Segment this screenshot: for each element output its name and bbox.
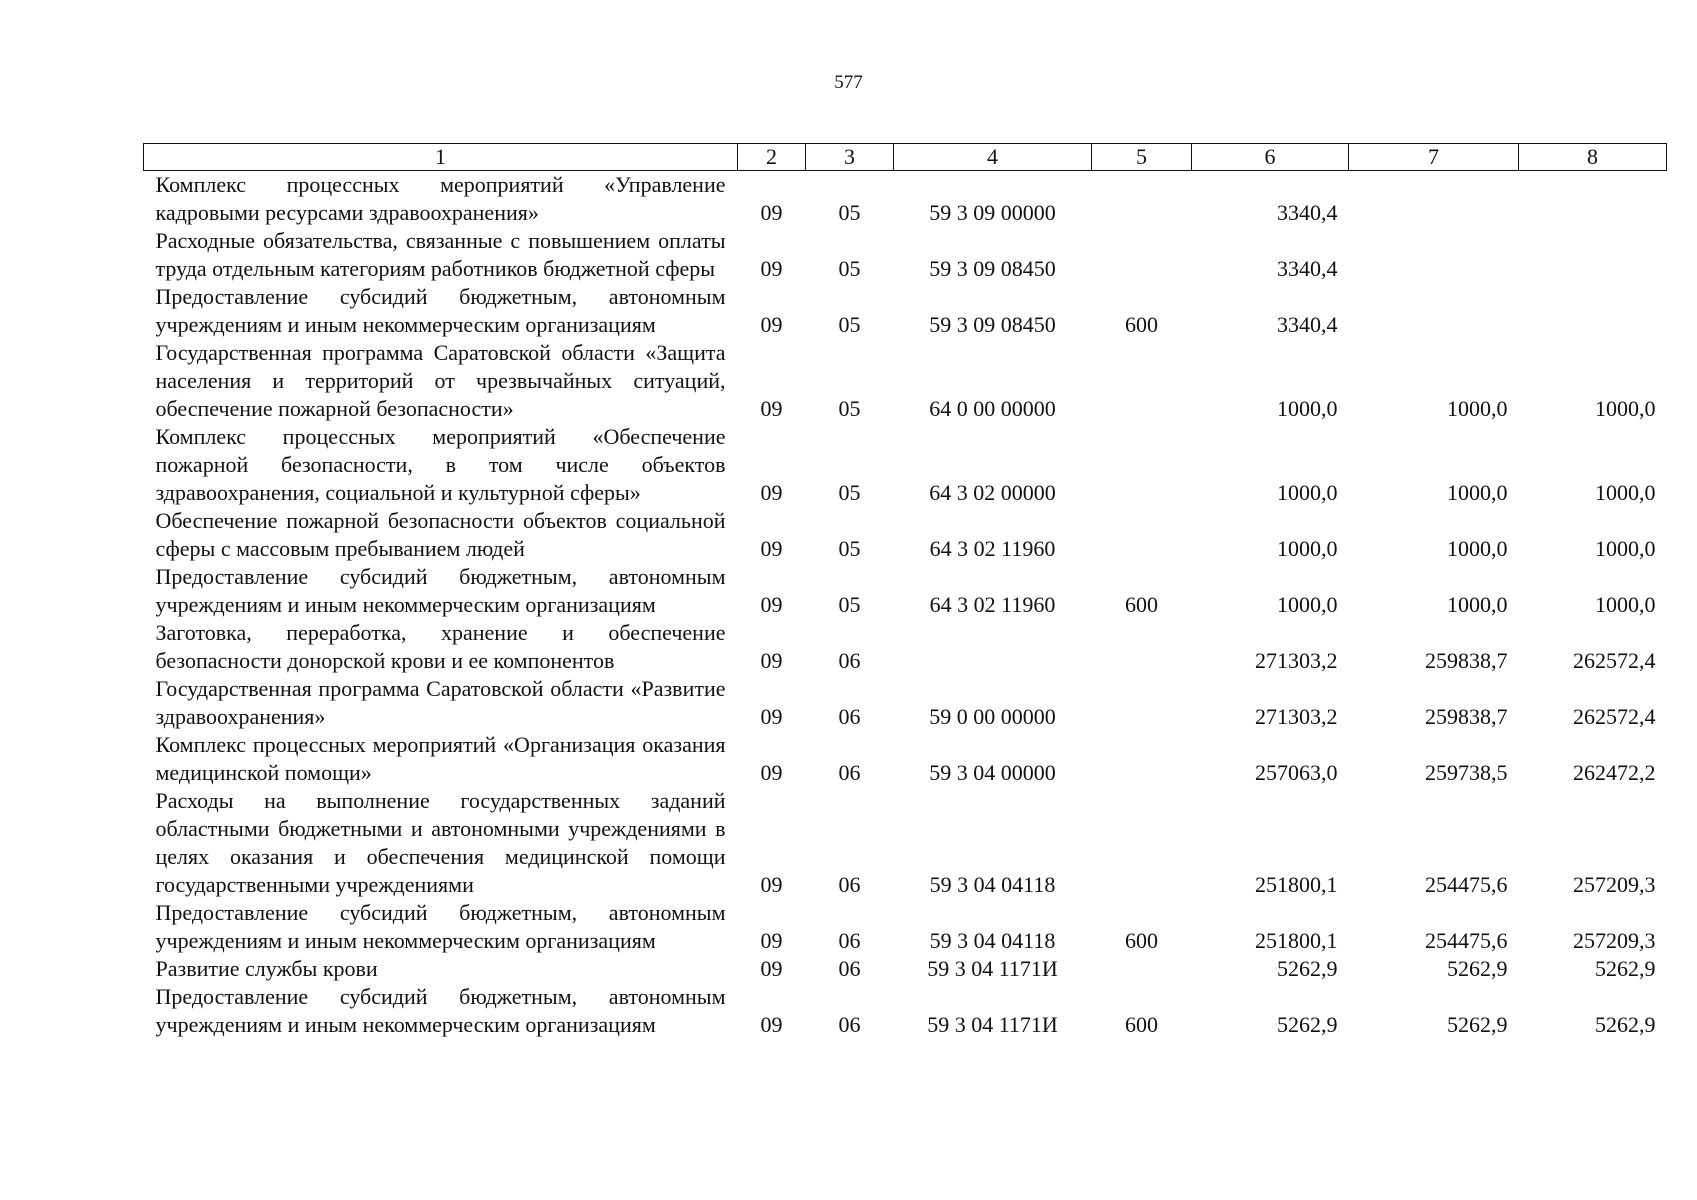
row-amount-col6-cell: 257063,0: [1255, 760, 1338, 785]
row-amount-col8-cell: 262572,4: [1573, 648, 1656, 673]
row-name-cell: Обеспечение пожарной безопасности объектов социальной сферы с массовым пребыванием людей: [155, 508, 726, 561]
row-subsection-cell: 06: [838, 872, 861, 897]
row-target-article-cell: 59 3 04 1171И: [927, 956, 1058, 981]
row-amount-col7-cell: 254475,6: [1425, 872, 1508, 897]
row-amount-col6-cell: 5262,9: [1277, 956, 1338, 981]
row-section-cell: 09: [760, 648, 783, 673]
header-col-7: 7: [1349, 144, 1519, 171]
row-amount-col6-cell: 271303,2: [1255, 704, 1338, 729]
row-expense-type-cell: [1092, 787, 1192, 899]
table-body: [144, 171, 1667, 1040]
row-target-article-cell: 59 3 09 00000: [929, 200, 1056, 225]
row-section-cell: 09: [760, 956, 783, 981]
row-target-article-cell: 59 3 04 1171И: [927, 1012, 1058, 1037]
row-subsection-cell: 05: [838, 396, 861, 421]
row-amount-col7-cell: 5262,9: [1447, 956, 1508, 981]
table-row: [144, 171, 1667, 228]
header-col-8: 8: [1519, 144, 1667, 171]
row-target-article-cell: 59 0 00 00000: [929, 704, 1056, 729]
row-target-article-cell: [894, 619, 1092, 675]
row-section-cell: 09: [760, 928, 783, 953]
header-col-1: 1: [144, 144, 738, 171]
row-subsection-cell: 05: [838, 312, 861, 337]
row-amount-col8-cell: 5262,9: [1595, 956, 1656, 981]
row-target-article-cell: 64 3 02 11960: [929, 536, 1056, 561]
table-row: [144, 983, 1667, 1039]
header-col-3: 3: [806, 144, 894, 171]
row-expense-type-cell: [1092, 423, 1192, 507]
row-amount-col8-cell: 257209,3: [1573, 872, 1656, 897]
row-amount-col6-cell: 1000,0: [1277, 396, 1338, 421]
header-col-6: 6: [1192, 144, 1349, 171]
row-subsection-cell: 06: [838, 956, 861, 981]
row-name-cell: Комплекс процессных мероприятий «Обеспечение пожарной безопасности, в том числе объектов здравоохранения, социальной и культурной сферы»: [155, 424, 726, 505]
row-amount-col7-cell: 1000,0: [1447, 396, 1508, 421]
row-target-article-cell: 59 3 09 08450: [929, 312, 1056, 337]
row-expense-type-cell: [1092, 339, 1192, 423]
row-target-article-cell: 59 3 04 04118: [929, 928, 1056, 953]
row-section-cell: 09: [760, 256, 783, 281]
row-section-cell: 09: [760, 1012, 783, 1037]
row-amount-col6-cell: 3340,4: [1277, 200, 1338, 225]
row-name-cell: Государственная программа Саратовской области «Развитие здравоохранения»: [155, 676, 726, 729]
row-amount-col8-cell: 257209,3: [1573, 928, 1656, 953]
row-expense-type-cell: 600: [1125, 312, 1158, 337]
row-name-cell: Расходы на выполнение государственных заданий областными бюджетными и автономными учреждениями в целях оказания и обеспечения медицинской помощи государственными учреждениями: [155, 788, 726, 897]
row-amount-col6-cell: 3340,4: [1277, 312, 1338, 337]
row-name-cell: Предоставление субсидий бюджетным, автономным учреждениям и иным некоммерческим организациям: [155, 900, 726, 953]
row-expense-type-cell: 600: [1125, 928, 1158, 953]
row-expense-type-cell: [1092, 619, 1192, 675]
table-row: [144, 507, 1667, 563]
header-col-5: 5: [1092, 144, 1192, 171]
row-amount-col6-cell: 5262,9: [1277, 1012, 1338, 1037]
row-section-cell: 09: [760, 872, 783, 897]
row-expense-type-cell: [1092, 507, 1192, 563]
row-amount-col7-cell: 259838,7: [1425, 648, 1508, 673]
table-row: [144, 619, 1667, 675]
row-target-article-cell: 59 3 04 04118: [929, 872, 1056, 897]
row-amount-col8-cell: 262472,2: [1573, 760, 1656, 785]
row-amount-col7-cell: 1000,0: [1447, 592, 1508, 617]
table-row: [144, 339, 1667, 423]
row-section-cell: 09: [760, 536, 783, 561]
row-expense-type-cell: [1092, 731, 1192, 787]
row-amount-col8-cell: [1519, 283, 1667, 339]
row-subsection-cell: 06: [838, 760, 861, 785]
row-amount-col6-cell: 251800,1: [1255, 928, 1338, 953]
row-subsection-cell: 05: [838, 480, 861, 505]
table-row: [144, 423, 1667, 507]
page-number: 577: [834, 72, 863, 93]
row-name-cell: Предоставление субсидий бюджетным, автономным учреждениям и иным некоммерческим организациям: [155, 284, 726, 337]
row-name-cell: Предоставление субсидий бюджетным, автономным учреждениям и иным некоммерческим организациям: [155, 564, 726, 617]
row-subsection-cell: 05: [838, 200, 861, 225]
row-amount-col7-cell: [1349, 227, 1519, 283]
row-name-cell: Предоставление субсидий бюджетным, автономным учреждениям и иным некоммерческим организациям: [155, 984, 726, 1037]
row-amount-col7-cell: 1000,0: [1447, 536, 1508, 561]
row-amount-col6-cell: 271303,2: [1255, 648, 1338, 673]
row-section-cell: 09: [760, 396, 783, 421]
row-expense-type-cell: 600: [1125, 1012, 1158, 1037]
row-amount-col8-cell: [1519, 227, 1667, 283]
row-amount-col6-cell: 1000,0: [1277, 592, 1338, 617]
row-expense-type-cell: [1092, 955, 1192, 983]
row-target-article-cell: 64 0 00 00000: [929, 396, 1056, 421]
row-expense-type-cell: [1092, 675, 1192, 731]
row-subsection-cell: 05: [838, 592, 861, 617]
row-name-cell: Расходные обязательства, связанные с повышением оплаты труда отдельным категориям работников бюджетной сферы: [155, 228, 726, 281]
row-amount-col6-cell: 1000,0: [1277, 536, 1338, 561]
row-amount-col8-cell: 5262,9: [1595, 1012, 1656, 1037]
table-row: [144, 563, 1667, 619]
header-col-4: 4: [894, 144, 1092, 171]
table-row: [144, 283, 1667, 339]
table-row: [144, 955, 1667, 983]
row-amount-col8-cell: 1000,0: [1595, 396, 1656, 421]
row-subsection-cell: 05: [838, 536, 861, 561]
row-amount-col8-cell: 1000,0: [1595, 592, 1656, 617]
row-subsection-cell: 06: [838, 648, 861, 673]
row-target-article-cell: 59 3 09 08450: [929, 256, 1056, 281]
row-amount-col7-cell: 5262,9: [1447, 1012, 1508, 1037]
row-target-article-cell: 64 3 02 11960: [929, 592, 1056, 617]
table-row: [144, 787, 1667, 899]
row-amount-col7-cell: 1000,0: [1447, 480, 1508, 505]
row-expense-type-cell: [1092, 227, 1192, 283]
row-amount-col7-cell: 259738,5: [1425, 760, 1508, 785]
row-name-cell: Комплекс процессных мероприятий «Управление кадровыми ресурсами здравоохранения»: [155, 172, 726, 225]
row-name-cell: Государственная программа Саратовской области «Защита населения и территорий от чрезвычайных ситуаций, обеспечение пожарной безопасности»: [155, 340, 726, 421]
row-target-article-cell: 64 3 02 00000: [929, 480, 1056, 505]
row-target-article-cell: 59 3 04 00000: [929, 760, 1056, 785]
row-amount-col7-cell: [1349, 171, 1519, 228]
row-section-cell: 09: [760, 704, 783, 729]
table-row: [144, 227, 1667, 283]
row-amount-col7-cell: 259838,7: [1425, 704, 1508, 729]
row-amount-col8-cell: 262572,4: [1573, 704, 1656, 729]
row-section-cell: 09: [760, 760, 783, 785]
row-amount-col7-cell: 254475,6: [1425, 928, 1508, 953]
row-expense-type-cell: [1092, 171, 1192, 228]
row-subsection-cell: 06: [838, 704, 861, 729]
budget-table: [143, 143, 1667, 1039]
row-section-cell: 09: [760, 312, 783, 337]
row-section-cell: 09: [760, 200, 783, 225]
row-amount-col6-cell: 1000,0: [1277, 480, 1338, 505]
row-amount-col8-cell: 1000,0: [1595, 536, 1656, 561]
row-subsection-cell: 06: [838, 1012, 861, 1037]
row-amount-col8-cell: 1000,0: [1595, 480, 1656, 505]
row-amount-col6-cell: 3340,4: [1277, 256, 1338, 281]
header-col-2: 2: [738, 144, 806, 171]
table-row: [144, 899, 1667, 955]
row-subsection-cell: 06: [838, 928, 861, 953]
row-amount-col6-cell: 251800,1: [1255, 872, 1338, 897]
row-amount-col7-cell: [1349, 283, 1519, 339]
row-amount-col8-cell: [1519, 171, 1667, 228]
row-expense-type-cell: 600: [1125, 592, 1158, 617]
row-name-cell: Комплекс процессных мероприятий «Организация оказания медицинской помощи»: [155, 732, 726, 785]
table-row: [144, 731, 1667, 787]
row-subsection-cell: 05: [838, 256, 861, 281]
row-name-cell: Заготовка, переработка, хранение и обеспечение безопасности донорской крови и ее компонентов: [155, 620, 726, 673]
table-header-row: [144, 144, 1667, 171]
row-section-cell: 09: [760, 592, 783, 617]
table-row: [144, 675, 1667, 731]
row-name-cell: Развитие службы крови: [155, 956, 378, 981]
row-section-cell: 09: [760, 480, 783, 505]
